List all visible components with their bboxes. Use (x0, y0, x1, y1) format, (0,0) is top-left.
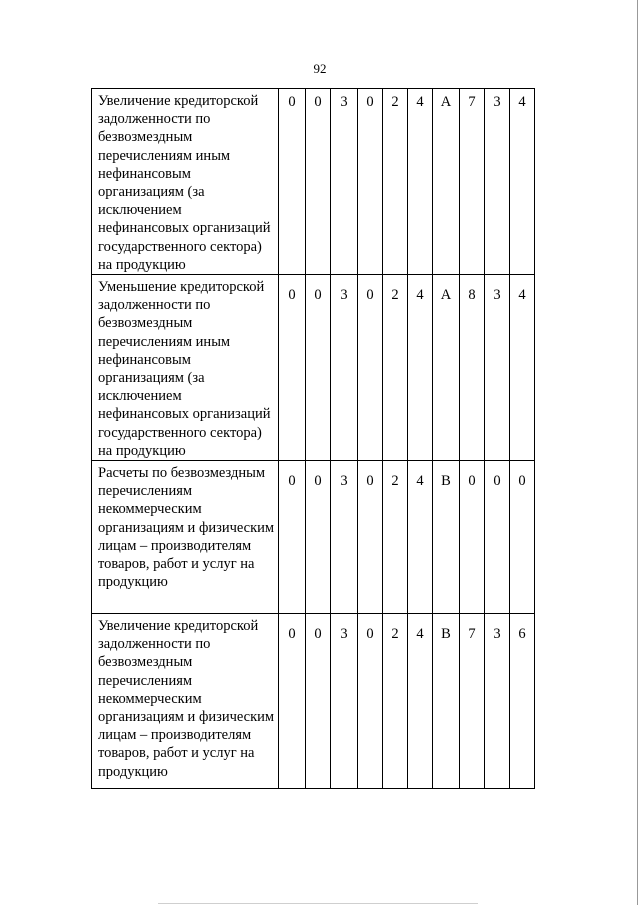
code-cell: А (433, 89, 460, 275)
code-cell: 3 (485, 89, 510, 275)
code-cell: 4 (408, 275, 433, 461)
row-label: Увеличение кредиторской задолженности по безвозмездным перечислениям иным нефинансовым организациям (за исключением нефинансовых организаций государственного сектора) на продукцию (92, 89, 279, 275)
code-cell: 0 (358, 614, 383, 789)
row-label: Уменьшение кредиторской задолженности по безвозмездным перечислениям иным нефинансовым организациям (за исключением нефинансовых организаций государственного сектора) на продукцию (92, 275, 279, 461)
code-cell: 0 (306, 461, 331, 614)
code-cell: 0 (306, 614, 331, 789)
code-cell: А (433, 275, 460, 461)
code-cell: В (433, 461, 460, 614)
page-number: 92 (313, 61, 327, 76)
code-cell: 0 (510, 461, 535, 614)
code-table (91, 88, 535, 789)
table-row (92, 89, 535, 275)
table-row (92, 461, 535, 614)
code-cell: 3 (331, 275, 358, 461)
code-cell: 0 (358, 461, 383, 614)
table-row (92, 275, 535, 461)
code-cell: 7 (460, 89, 485, 275)
code-cell: 0 (358, 275, 383, 461)
scan-mark (158, 903, 478, 904)
code-cell: 0 (306, 89, 331, 275)
table-row (92, 614, 535, 789)
code-cell: 0 (279, 614, 306, 789)
code-cell: 3 (485, 275, 510, 461)
code-cell: 0 (306, 275, 331, 461)
code-cell: 2 (383, 614, 408, 789)
code-cell: 7 (460, 614, 485, 789)
code-cell: 3 (331, 461, 358, 614)
code-cell: В (433, 614, 460, 789)
code-cell: 4 (408, 614, 433, 789)
code-cell: 2 (383, 275, 408, 461)
code-cell: 0 (279, 89, 306, 275)
row-label: Расчеты по безвозмездным перечислениям некоммерческим организациям и физическим лицам – производителям товаров, работ и услуг на продукцию (92, 461, 279, 614)
code-cell: 0 (485, 461, 510, 614)
code-cell: 2 (383, 461, 408, 614)
code-cell: 8 (460, 275, 485, 461)
row-label: Увеличение кредиторской задолженности по безвозмездным перечислениям некоммерческим организациям и физическим лицам – производителям товаров, работ и услуг на продукцию (92, 614, 279, 789)
code-cell: 4 (408, 89, 433, 275)
code-cell: 4 (510, 275, 535, 461)
code-cell: 6 (510, 614, 535, 789)
code-cell: 4 (510, 89, 535, 275)
code-cell: 4 (408, 461, 433, 614)
code-cell: 3 (331, 614, 358, 789)
code-cell: 0 (460, 461, 485, 614)
code-cell: 0 (279, 275, 306, 461)
code-cell: 3 (331, 89, 358, 275)
scan-edge (637, 0, 638, 905)
code-cell: 0 (279, 461, 306, 614)
code-cell: 2 (383, 89, 408, 275)
code-cell: 0 (358, 89, 383, 275)
code-cell: 3 (485, 614, 510, 789)
